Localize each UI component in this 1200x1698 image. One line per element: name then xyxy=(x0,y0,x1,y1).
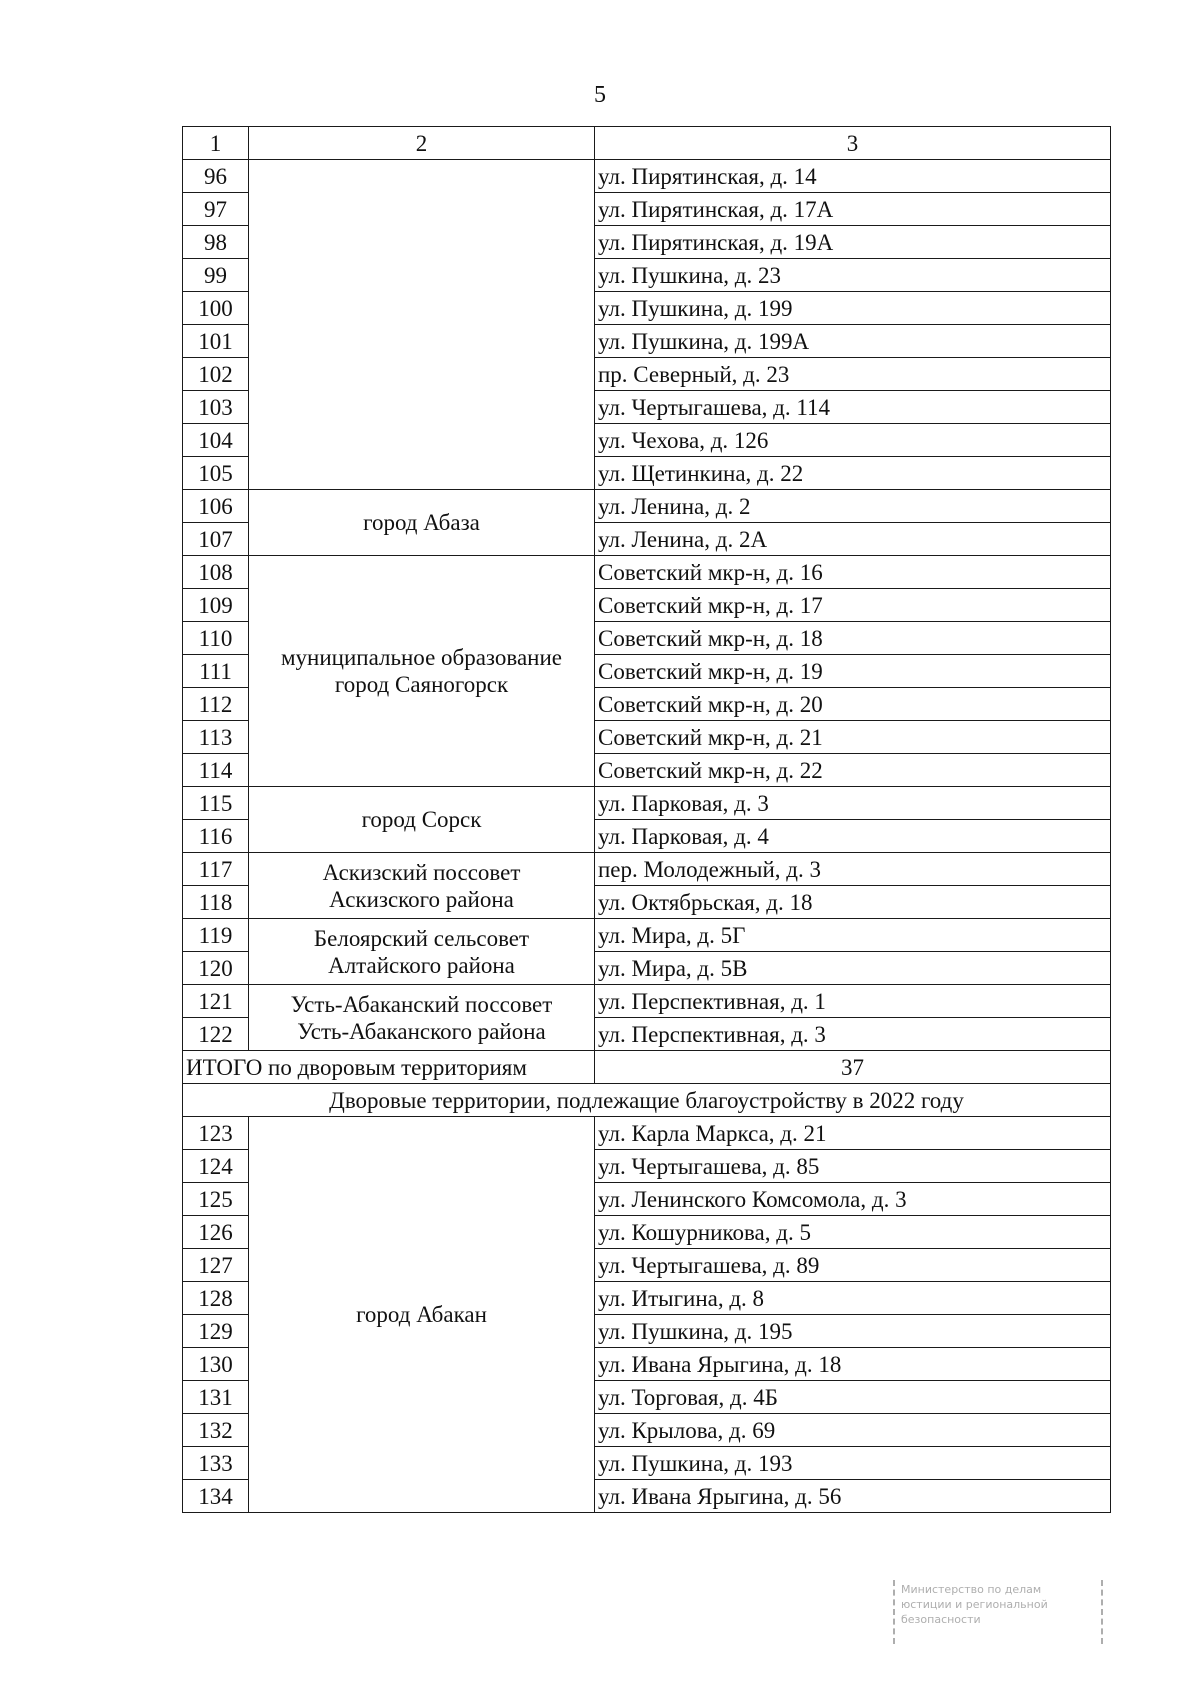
address-cell: Советский мкр-н, д. 21 xyxy=(595,721,1111,754)
row-number: 107 xyxy=(183,523,249,556)
address-cell: ул. Ивана Ярыгина, д. 56 xyxy=(595,1480,1111,1513)
address-cell: ул. Ленина, д. 2 xyxy=(595,490,1111,523)
registration-stamp xyxy=(893,1580,1103,1644)
municipality-name: город Саяногорск xyxy=(334,672,509,697)
address-cell: ул. Торговая, д. 4Б xyxy=(595,1381,1111,1414)
row-number: 114 xyxy=(183,754,249,787)
address-cell: ул. Мира, д. 5В xyxy=(595,952,1111,985)
address-cell: ул. Перспективная, д. 3 xyxy=(595,1018,1111,1051)
address-cell: пер. Молодежный, д. 3 xyxy=(595,853,1111,886)
row-number: 134 xyxy=(183,1480,249,1513)
row-number: 105 xyxy=(183,457,249,490)
stamp-line: Министерство по делам xyxy=(901,1583,1042,1596)
row-number: 132 xyxy=(183,1414,249,1447)
section-title: Дворовые территории, подлежащие благоустройству в 2022 году xyxy=(183,1084,1111,1117)
address-cell: Советский мкр-н, д. 20 xyxy=(595,688,1111,721)
address-cell: ул. Пушкина, д. 199 xyxy=(595,292,1111,325)
row-number: 109 xyxy=(183,589,249,622)
header-row xyxy=(183,127,1111,160)
address-cell: Советский мкр-н, д. 17 xyxy=(595,589,1111,622)
row-number: 124 xyxy=(183,1150,249,1183)
municipality-name: муниципальное образование xyxy=(281,645,562,670)
address-cell: ул. Крылова, д. 69 xyxy=(595,1414,1111,1447)
table-row xyxy=(183,556,1111,589)
row-number: 126 xyxy=(183,1216,249,1249)
address-cell: ул. Чертыгашева, д. 89 xyxy=(595,1249,1111,1282)
municipality-name: Усть-Абаканского района xyxy=(297,1018,546,1044)
row-number: 130 xyxy=(183,1348,249,1381)
address-cell: ул. Пушкина, д. 193 xyxy=(595,1447,1111,1480)
address-cell: ул. Мира, д. 5Г xyxy=(595,919,1111,952)
page-number: 5 xyxy=(594,82,606,108)
municipality-cell xyxy=(249,919,595,985)
table-row xyxy=(183,853,1111,886)
address-cell: ул. Пирятинская, д. 14 xyxy=(595,160,1111,193)
address-cell: ул. Пирятинская, д. 19А xyxy=(595,226,1111,259)
municipality-cell xyxy=(249,787,595,853)
row-number: 131 xyxy=(183,1381,249,1414)
row-number: 96 xyxy=(183,160,249,193)
row-number: 129 xyxy=(183,1315,249,1348)
row-number: 102 xyxy=(183,358,249,391)
table-row xyxy=(183,919,1111,952)
row-number: 120 xyxy=(183,952,249,985)
row-number: 122 xyxy=(183,1018,249,1051)
row-number: 100 xyxy=(183,292,249,325)
row-number: 121 xyxy=(183,985,249,1018)
municipality-name: Аскизского района xyxy=(329,886,514,912)
stamp-line: юстиции и региональной xyxy=(901,1598,1048,1611)
row-number: 128 xyxy=(183,1282,249,1315)
row-number: 119 xyxy=(183,919,249,952)
total-label: ИТОГО по дворовым территориям xyxy=(183,1051,595,1084)
municipality-name: Усть-Абаканский поссовет xyxy=(290,991,553,1017)
municipality-name: Алтайского района xyxy=(328,952,515,978)
row-number: 108 xyxy=(183,556,249,589)
municipality-name: Белоярский сельсовет xyxy=(313,925,530,951)
address-cell: ул. Чертыгашева, д. 85 xyxy=(595,1150,1111,1183)
address-cell: ул. Итыгина, д. 8 xyxy=(595,1282,1111,1315)
column-header-number: 1 xyxy=(183,127,249,160)
total-row xyxy=(183,1051,1111,1084)
address-cell: ул. Пушкина, д. 199А xyxy=(595,325,1111,358)
row-number: 133 xyxy=(183,1447,249,1480)
row-number: 110 xyxy=(183,622,249,655)
row-number: 106 xyxy=(183,490,249,523)
address-cell: Советский мкр-н, д. 18 xyxy=(595,622,1111,655)
address-cell: ул. Парковая, д. 3 xyxy=(595,787,1111,820)
courtyard-register-table xyxy=(182,126,1111,1513)
row-number: 97 xyxy=(183,193,249,226)
total-value: 37 xyxy=(595,1051,1111,1084)
column-header-municipality: 2 xyxy=(249,127,595,160)
municipality-cell xyxy=(249,985,595,1051)
address-cell: ул. Пушкина, д. 23 xyxy=(595,259,1111,292)
row-number: 112 xyxy=(183,688,249,721)
address-cell: ул. Кошурникова, д. 5 xyxy=(595,1216,1111,1249)
address-cell: ул. Пирятинская, д. 17А xyxy=(595,193,1111,226)
municipality-cell xyxy=(249,1117,595,1513)
row-number: 118 xyxy=(183,886,249,919)
address-cell: ул. Ленинского Комсомола, д. 3 xyxy=(595,1183,1111,1216)
municipality-cell xyxy=(249,556,595,787)
municipality-cell xyxy=(249,160,595,490)
table-row xyxy=(183,787,1111,820)
row-number: 99 xyxy=(183,259,249,292)
municipality-cell xyxy=(249,490,595,556)
address-cell: Советский мкр-н, д. 16 xyxy=(595,556,1111,589)
row-number: 111 xyxy=(183,655,249,688)
row-number: 101 xyxy=(183,325,249,358)
municipality-name: город Сорск xyxy=(361,807,482,832)
address-cell: Советский мкр-н, д. 19 xyxy=(595,655,1111,688)
address-cell: ул. Парковая, д. 4 xyxy=(595,820,1111,853)
table-row xyxy=(183,1117,1111,1150)
address-cell: ул. Карла Маркса, д. 21 xyxy=(595,1117,1111,1150)
address-cell: ул. Ивана Ярыгина, д. 18 xyxy=(595,1348,1111,1381)
row-number: 117 xyxy=(183,853,249,886)
address-cell: ул. Щетинкина, д. 22 xyxy=(595,457,1111,490)
address-cell: ул. Октябрьская, д. 18 xyxy=(595,886,1111,919)
table-row xyxy=(183,490,1111,523)
row-number: 125 xyxy=(183,1183,249,1216)
column-header-address: 3 xyxy=(595,127,1111,160)
row-number: 127 xyxy=(183,1249,249,1282)
municipality-cell xyxy=(249,853,595,919)
municipality-name: город Абаза xyxy=(363,510,480,535)
municipality-name: Аскизский поссовет xyxy=(322,859,521,885)
table-body xyxy=(183,127,1111,1513)
stamp-line: безопасности xyxy=(901,1613,981,1626)
row-number: 116 xyxy=(183,820,249,853)
address-cell: ул. Чертыгашева, д. 114 xyxy=(595,391,1111,424)
row-number: 113 xyxy=(183,721,249,754)
row-number: 115 xyxy=(183,787,249,820)
municipality-name: город Абакан xyxy=(356,1302,487,1327)
address-cell: Советский мкр-н, д. 22 xyxy=(595,754,1111,787)
row-number: 103 xyxy=(183,391,249,424)
table-row xyxy=(183,985,1111,1018)
row-number: 123 xyxy=(183,1117,249,1150)
address-cell: ул. Перспективная, д. 1 xyxy=(595,985,1111,1018)
table-row xyxy=(183,160,1111,193)
address-cell: ул. Чехова, д. 126 xyxy=(595,424,1111,457)
row-number: 104 xyxy=(183,424,249,457)
section-header-row xyxy=(183,1084,1111,1117)
address-cell: пр. Северный, д. 23 xyxy=(595,358,1111,391)
address-cell: ул. Ленина, д. 2А xyxy=(595,523,1111,556)
address-cell: ул. Пушкина, д. 195 xyxy=(595,1315,1111,1348)
row-number: 98 xyxy=(183,226,249,259)
